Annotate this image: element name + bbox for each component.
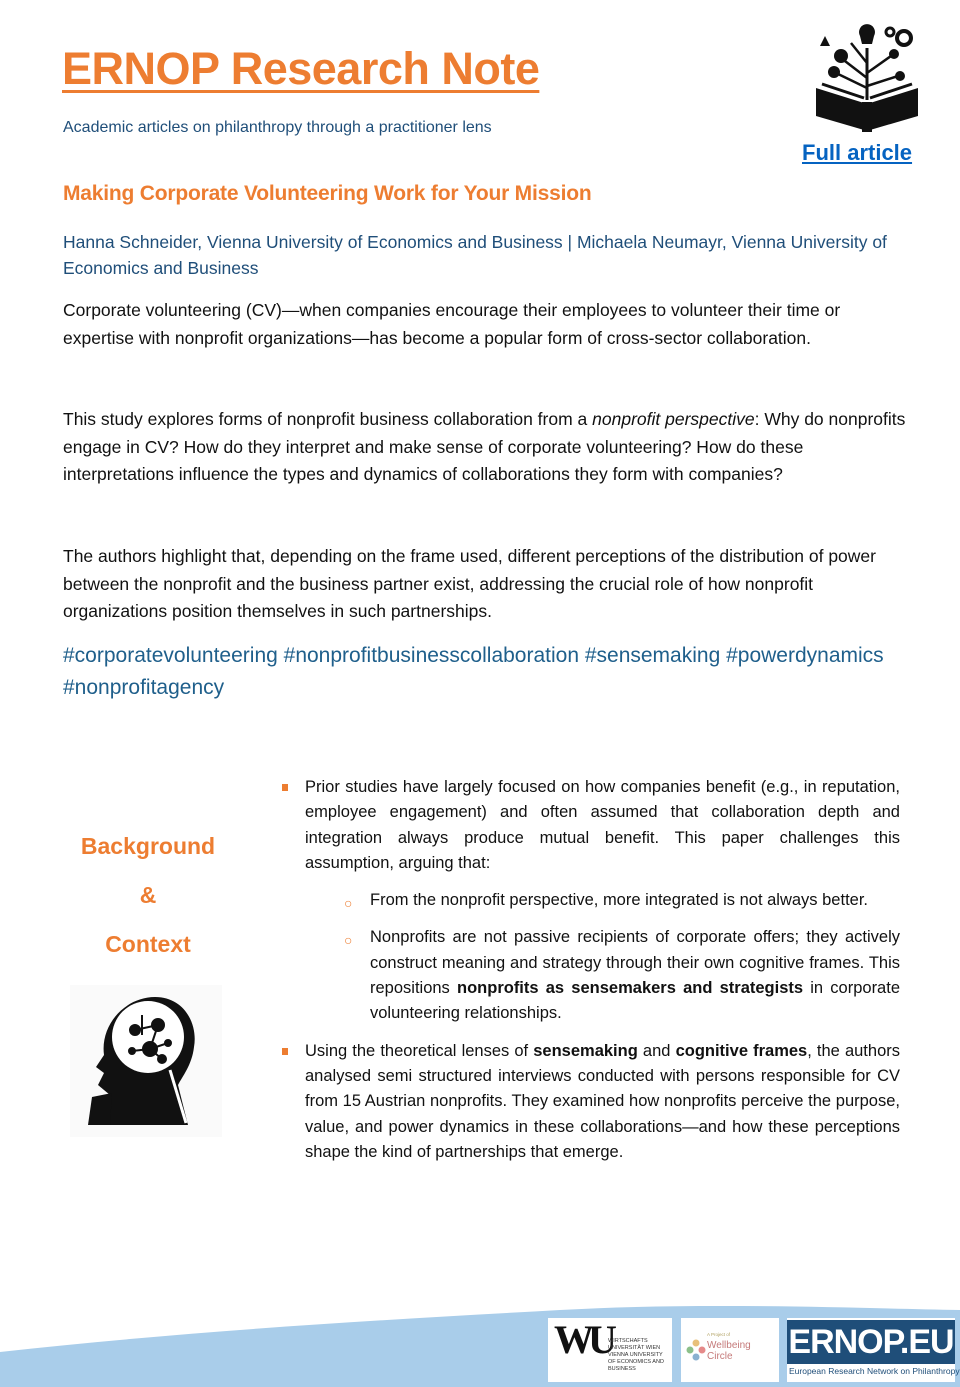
page-subtitle: Academic articles on philanthropy through a practitioner lens — [63, 119, 492, 136]
list-item: Prior studies have largely focused on how companies benefit (e.g., in reputation, employee engagement) and often assumed that collaboration depth and integration always produce mutual benefit. This paper challenges this assumption, arguing that: — [282, 775, 900, 876]
findings-paragraph: The authors highlight that, depending on the frame used, different perceptions of the distribution of power between the nonprofit and the business partner exist, addressing the crucial role of how nonprofit organizations position themselves in such partnerships. — [63, 546, 876, 621]
section-heading-background-context: Background & Context — [80, 833, 216, 957]
sub-list-item: ○ From the nonprofit perspective, more integrated is not always better. — [282, 888, 900, 913]
hashtags: #corporatevolunteering #nonprofitbusinesscollaboration #sensemaking #powerdynamics #nonprofitagency — [63, 644, 884, 699]
book-tree-ideas-icon — [806, 18, 928, 136]
wellbeing-circle-logo: A Project of Wellbeing Circle — [681, 1318, 779, 1382]
full-article-link[interactable]: Full article — [802, 140, 913, 165]
circle-bullet-icon: ○ — [344, 932, 353, 949]
article-title: Making Corporate Volunteering Work for Your Mission — [63, 182, 592, 205]
list-item: Using the theoretical lenses of sensemaking and cognitive frames, the authors analysed semi structured interviews conducted with persons responsible for CV from 15 Austrian nonprofits. They examined how nonprofits perceive the purpose, value, and power dynamics in these collaborations—and how these perceptions shape the kind of partnerships that emerge. — [282, 1039, 900, 1165]
wu-vienna-logo: WU WIRTSCHAFTS UNIVERSITÄT WIEN VIENNA UNIVERSITY OF ECONOMICS AND BUSINESS — [548, 1318, 672, 1382]
intro-paragraph: Corporate volunteering (CV)—when companies encourage their employees to volunteer their time or expertise with nonprofit organizations—has become a popular form of cross-sector collaboration. — [63, 300, 841, 348]
page-title: ERNOP Research Note — [62, 43, 540, 94]
circle-bullet-icon: ○ — [344, 895, 353, 912]
square-bullet-icon — [282, 1048, 288, 1055]
colored-dots-icon — [685, 1338, 707, 1362]
background-bullets — [282, 775, 900, 1165]
study-paragraph: This study explores forms of nonprofit business collaboration from a nonprofit perspective: Why do nonprofits engage in CV? How do they interpret and make sense of corporate volunteering? How do these interpretations influence the types and dynamics of collaborations they form with companies? — [63, 409, 906, 484]
article-authors: Hanna Schneider, Vienna University of Economics and Business | Michaela Neumayr, Vienna University of Economics and Business — [63, 232, 887, 278]
ernop-eu-logo: ERNOP.EU European Research Network on Philanthropy — [787, 1318, 955, 1382]
head-network-icon — [70, 985, 222, 1137]
emphasis-text: nonprofit perspective — [592, 409, 755, 429]
sub-list-item: ○ Nonprofits are not passive recipients of corporate offers; they actively construct meaning and strategy through their own cognitive frames. This repositions nonprofits as sensemakers and strategists in corporate volunteering relationships. — [344, 928, 900, 1023]
square-bullet-icon — [282, 784, 288, 791]
